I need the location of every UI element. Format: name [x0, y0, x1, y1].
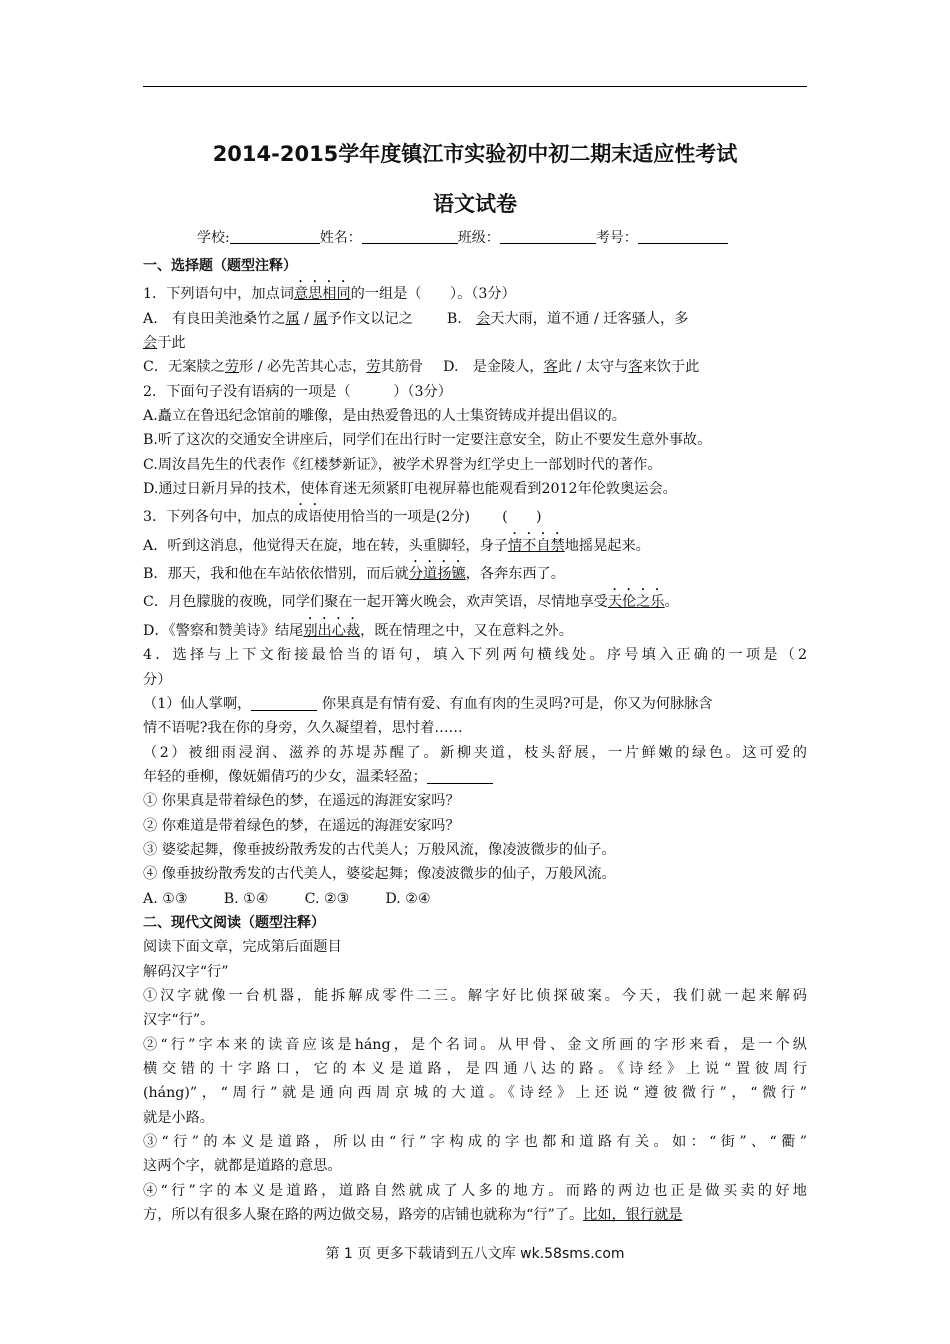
- q4-choice-4: ④ 像垂披纷散秀发的古代美人，婆娑起舞；像凌波微步的仙子，万般风流。: [143, 866, 616, 883]
- article-paragraph-1-cont: 汉字“行”。: [143, 1012, 215, 1029]
- class-blank: [500, 229, 596, 244]
- q3-stem: 3．下列各句中，加点的成语使用恰当的一项是(2分) ( ): [143, 509, 542, 526]
- q2-option-c: C.周汝昌先生的代表作《红楼梦新证》，被学术界誉为红学史上一部划时代的著作。: [143, 456, 662, 473]
- name-label: 姓名：: [319, 230, 362, 246]
- reading-instructions: 阅读下面文章，完成第后面题目: [143, 939, 342, 956]
- q1-stem: 1．下列语句中，加点词意思相同的一组是（ ）。（3分）: [143, 286, 516, 303]
- q1-options-cd: C．无案牍之劳形 / 必先苦其心志，劳其筋骨 D. 是金陵人，客此 / 太守与客来饮于此: [143, 359, 700, 376]
- q3-option-a: A．听到这消息，他觉得天在旋，地在转，头重脚轻，身子情不自禁地摇晃起来。: [143, 537, 650, 554]
- q3-option-c: C．月色朦胧的夜晚，同学们聚在一起开篝火晚会，欢声笑语，尽情地享受天伦之乐。: [143, 594, 679, 611]
- q2-option-d: D.通过日新月异的技术，使体育迷无须紧盯电视屏幕也能观看到2012年伦敦奥运会。: [143, 481, 677, 498]
- q1-option-b-cont: 会于此: [143, 335, 186, 352]
- school-label: 学校:: [197, 230, 230, 246]
- q1-options-ab: A. 有良田美池桑竹之属 / 属予作文以记之 B. 会天大雨，道不通 / 迁客骚人，多: [143, 310, 689, 327]
- q3-option-b: B．那天，我和他在车站依依惜别，而后就分道扬镳，各奔东西了。: [143, 566, 565, 583]
- page-subtitle: 语文试卷: [433, 192, 517, 216]
- class-label: 班级：: [457, 230, 500, 246]
- q4-choice-1: ① 你果真是带着绿色的梦，在遥远的海涯安家吗？: [143, 793, 460, 810]
- q2-option-b: B.听了这次的交通安全讲座后，同学们在出行时一定要注意安全，防止不要发生意外事故。: [143, 432, 712, 449]
- article-paragraph-4: ④“行”字的本义是道路，道路自然就成了人多的地方。而路的两边也正是做买卖的好地: [143, 1182, 807, 1199]
- article-title: 解码汉字“行”: [143, 963, 229, 980]
- q2-stem: 2．下面句子没有语病的一项是（ ）（3分）: [143, 383, 452, 400]
- answer-blank: [427, 769, 493, 784]
- page-title: 2014-2015学年度镇江市实验初中初二期末适应性考试: [212, 142, 738, 166]
- exam-content: [143, 254, 807, 1227]
- dotted-words: 意思相同: [293, 286, 351, 303]
- section1-heading: 一、选择题（题型注释）: [143, 258, 297, 274]
- article-paragraph-1: ①汉字就像一台机器，能拆解成零件二三。解字好比侦探破案。今天，我们就一起来解码: [143, 987, 807, 1004]
- q4-answers: A. ①③ B. ①④ C. ②③ D. ②④: [143, 890, 431, 907]
- q3-option-d: D．《警察和赞美诗》结尾别出心裁，既在情理之中，又在意料之外。: [143, 622, 573, 639]
- q4-choice-3: ③ 婆娑起舞，像垂披纷散秀发的古代美人；万般风流，像凌波微步的仙子。: [143, 841, 616, 858]
- article-paragraph-4-cont: 方，所以有很多人聚在路的两边做交易，路旁的店铺也就称为“行”了。比如，银行就是: [143, 1207, 683, 1224]
- article-paragraph-2-line2: 横交错的十字路口，它的本义是道路，是四通八达的路。《诗经》上说“置彼周行: [143, 1061, 807, 1077]
- article-paragraph-2: ②“行”字本来的读音应该是háng，是个名词。从甲骨、金文所画的字形来看，是一个纵: [143, 1036, 807, 1053]
- q4-stem: 4．选择与上下文衔接最恰当的语句，填入下列两句横线处。序号填入正确的一项是（2: [143, 647, 807, 664]
- number-label: 考号：: [595, 230, 638, 246]
- article-paragraph-2-line3: (háng)”，“周行”就是通向西周京城的大道。《诗经》上还说“遵彼微行”，“微行”: [143, 1085, 807, 1102]
- header-rule: [143, 86, 807, 87]
- q4-passage-2: （2）被细雨浸润、滋养的苏堤苏醒了。新柳夹道，枝头舒展，一片鲜嫩的绿色。这可爱的: [143, 744, 807, 761]
- q4-stem-cont: 分）: [143, 671, 172, 688]
- article-paragraph-3-cont: 这两个字，就都是道路的意思。: [143, 1158, 342, 1175]
- number-blank: [638, 229, 728, 244]
- exam-info-fields: [197, 227, 728, 247]
- name-blank: [362, 229, 458, 244]
- q4-passage-2-cont: 年轻的垂柳，像妩媚倩巧的少女，温柔轻盈；: [143, 765, 807, 789]
- page-footer: 第 1 页 更多下载请到五八文库 wk.58sms.com: [325, 1246, 625, 1262]
- section2-heading: 二、现代文阅读（题型注释）: [143, 914, 325, 931]
- q2-option-a: A.矗立在鲁迅纪念馆前的雕像，是由热爱鲁迅的人士集资铸成并提出倡议的。: [143, 408, 626, 425]
- article-paragraph-2-line4: 就是小路。: [143, 1109, 214, 1126]
- answer-blank: [251, 696, 317, 711]
- q4-choice-2: ② 你难道是带着绿色的梦，在遥远的海涯安家吗？: [143, 817, 460, 834]
- school-blank: [230, 229, 320, 244]
- article-paragraph-3: ③“行”的本义是道路，所以由“行”字构成的字也都和道路有关。如：“街”、“衢”: [143, 1134, 807, 1151]
- q4-passage-1-cont: 情不语呢?我在你的身旁，久久凝望着，思忖着……: [143, 720, 463, 737]
- q4-passage-1: （1）仙人掌啊， 你果真是有情有爱、有血有肉的生灵吗?可是，你又为何脉脉含: [143, 695, 713, 712]
